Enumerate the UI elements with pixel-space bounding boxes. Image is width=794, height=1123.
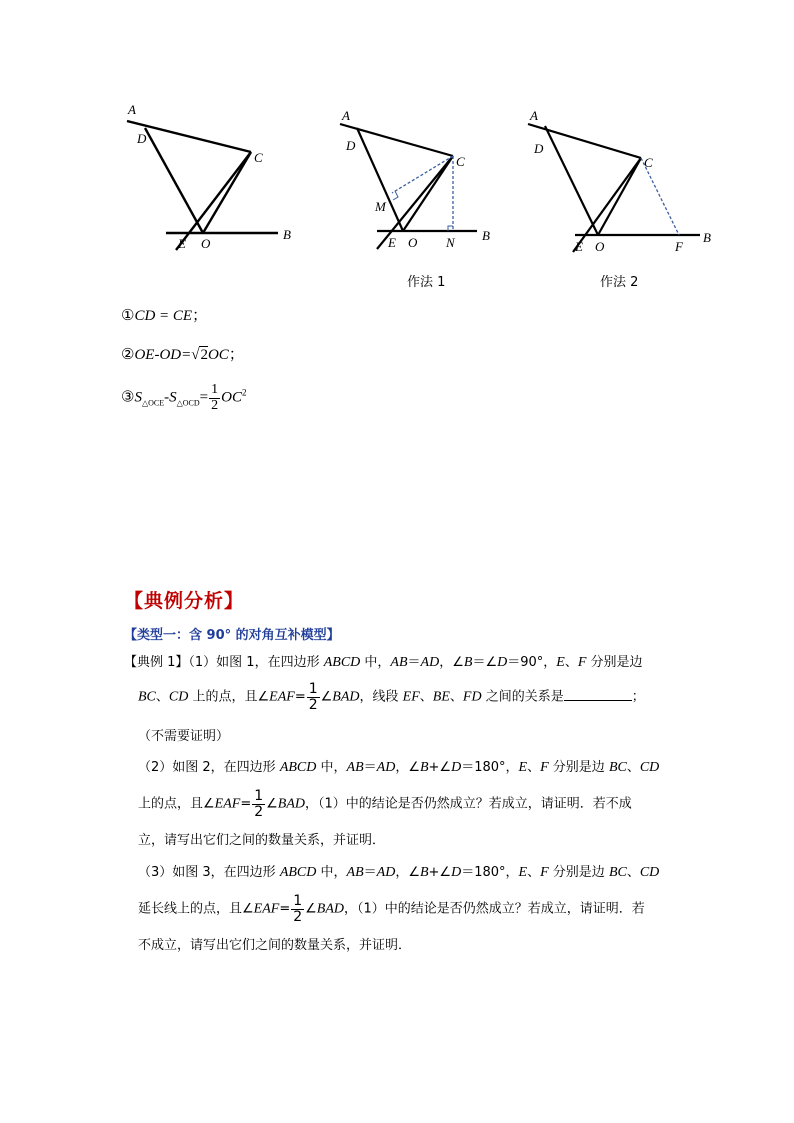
label-c: C <box>254 150 263 165</box>
tail: ； <box>228 347 244 363</box>
expr-var: OC <box>221 389 242 406</box>
label-d: D <box>534 141 544 156</box>
label-e: E <box>575 239 583 254</box>
fraction-half: $\frac{1}{2}$ <box>211 382 219 413</box>
label-o: O <box>595 239 605 254</box>
example-part3-line1: （3）如图 3，在四边形 ABCD 中，AB＝AD，∠B+∠D＝180°，E、F 分别是边 BC、CD <box>138 865 660 880</box>
label-b: B <box>703 230 711 245</box>
label-e: E <box>388 235 396 250</box>
line-oc <box>598 158 641 235</box>
label-m: M <box>375 199 386 214</box>
example-part3-line3: 不成立，请写出它们之间的数量关系，并证明． <box>138 938 412 953</box>
line-oc <box>203 152 251 233</box>
type-heading: 【类型一：含 90° 的对角互补模型】 <box>124 628 340 643</box>
label-b: B <box>482 228 490 243</box>
fraction-half: $\frac{1}{2}$ <box>254 788 264 820</box>
area-sub-2: △OCD <box>176 398 200 408</box>
conclusion-3 <box>121 383 246 413</box>
section-heading: 【典例分析】 <box>124 590 245 612</box>
label-o: O <box>201 236 211 251</box>
line-ec <box>176 152 251 250</box>
label-b: B <box>283 227 291 242</box>
figure-2 <box>335 106 500 256</box>
figure-3 <box>523 106 718 256</box>
label-a: A <box>530 108 538 123</box>
fraction-half: $\frac{1}{2}$ <box>308 681 318 713</box>
line-oc <box>403 156 453 231</box>
expr: CD = CE <box>134 308 193 324</box>
area-sub-1: △OCE <box>141 398 165 408</box>
expr-left: OE-OD= <box>134 347 192 363</box>
fraction-half: $\frac{1}{2}$ <box>293 893 303 925</box>
label-c: C <box>644 155 653 170</box>
sqrt-radicand: 2 <box>200 347 208 363</box>
sqrt-sign: √ <box>191 347 200 363</box>
label-c: C <box>456 154 465 169</box>
dashed-cm <box>392 156 453 193</box>
expr-var: OC <box>207 347 229 363</box>
figure-3-caption: 作法 2 <box>600 275 639 290</box>
example-part2-line3: 立，请写出它们之间的数量关系，并证明． <box>138 833 386 848</box>
label-o: O <box>408 235 418 250</box>
label-a: A <box>128 102 136 117</box>
area-symbol-2: S <box>169 389 177 406</box>
conclusion-2 <box>121 343 244 364</box>
example-part1-line3: （不需要证明） <box>138 729 230 744</box>
tail: ； <box>192 308 208 324</box>
answer-blank[interactable] <box>564 688 632 701</box>
line-ad <box>528 124 641 158</box>
minus: - <box>164 389 170 406</box>
marker: ① <box>121 308 135 324</box>
example-part1-line1: 【典例 1】（1）如图 1，在四边形 ABCD 中，AB＝AD，∠B＝∠D＝90°，E、F 分别是边 <box>124 655 643 670</box>
label-e: E <box>178 236 186 251</box>
marker: ② <box>121 347 135 363</box>
example-label: 【典例 1】 <box>124 655 189 670</box>
equals: = <box>199 389 209 406</box>
marker: ③ <box>121 389 135 406</box>
area-symbol-1: S <box>134 389 142 406</box>
exponent: 2 <box>241 387 247 398</box>
example-part2-line2: 上的点，且∠EAF= $\frac{1}{2}$ ∠BAD，（1）中的结论是否仍然成立？若成立，请证明．若不成 <box>138 788 632 820</box>
label-n: N <box>446 235 455 250</box>
label-f: F <box>675 239 683 254</box>
figure-2-caption: 作法 1 <box>407 275 446 290</box>
right-angle-m <box>393 191 398 200</box>
conclusion-1 <box>121 304 207 325</box>
figure-1 <box>118 96 308 254</box>
example-part1-line2: BC、CD 上的点，且∠EAF= $\frac{1}{2}$ ∠BAD，线段 EF、BE、FD 之间的关系是 ； <box>138 681 645 713</box>
label-a: A <box>342 108 350 123</box>
line-de <box>357 128 403 231</box>
label-d: D <box>346 138 356 153</box>
label-d: D <box>137 131 147 146</box>
example-part3-line2: 延长线上的点，且∠EAF= $\frac{1}{2}$ ∠BAD，（1）中的结论是否仍然成立？若成立，请证明．若 <box>138 893 645 925</box>
example-part2-line1: （2）如图 2，在四边形 ABCD 中，AB＝AD，∠B+∠D＝180°，E、F 分别是边 BC、CD <box>138 760 660 775</box>
line-de <box>145 128 203 233</box>
